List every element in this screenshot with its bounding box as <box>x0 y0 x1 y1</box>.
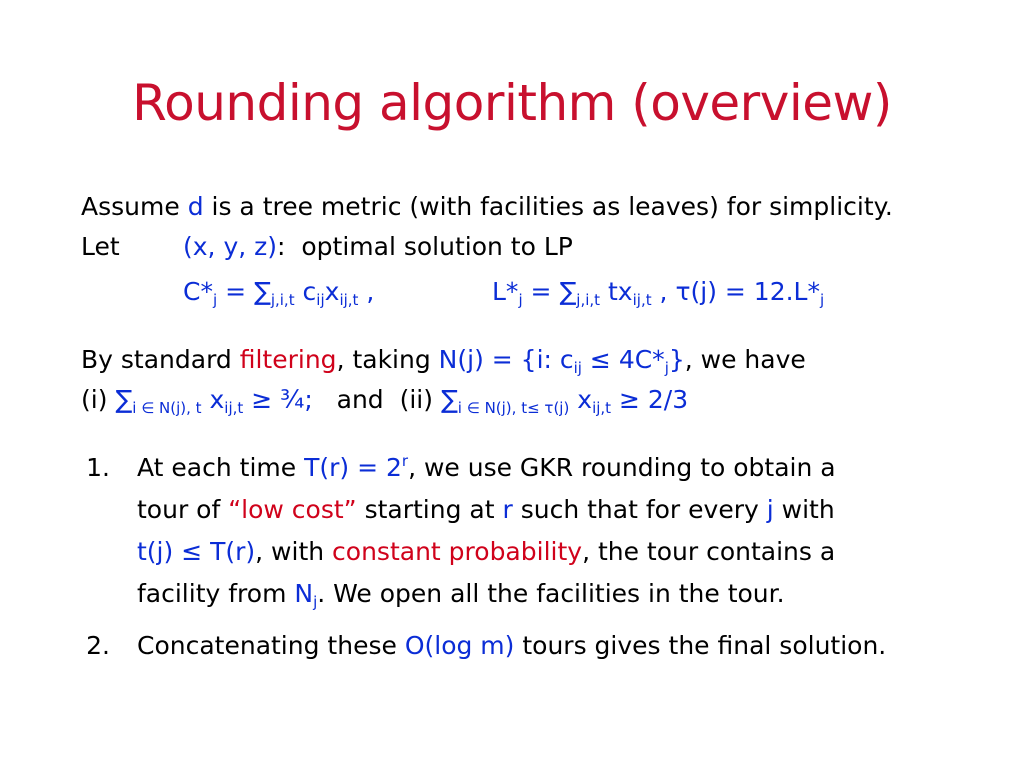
step-1-line-3 <box>137 535 835 569</box>
filtering-intro: By standard <box>81 345 240 374</box>
l-star-subscript: j <box>518 291 523 309</box>
assumption-text: Assume <box>81 192 188 221</box>
l-tx: tx <box>600 277 633 306</box>
l-sum-subscript: j,i,t <box>576 291 601 309</box>
step-1-tour-of: tour of <box>137 495 229 524</box>
step-1-facility-from: facility from <box>137 579 295 608</box>
c-equals-sum: = ∑ <box>217 277 271 306</box>
condition-i-x: x <box>201 385 225 414</box>
step-1-low-cost: “low cost” <box>228 495 357 524</box>
step-1-constant-probability: constant probability <box>332 537 583 566</box>
filtering-keyword: filtering <box>239 345 337 374</box>
c-x: x <box>324 277 340 306</box>
condition-ii-sum: ∑ <box>440 385 458 414</box>
condition-i-sum: ∑ <box>115 385 133 414</box>
l-tx-subscript: ij,t <box>632 291 652 309</box>
c-star-definition <box>183 275 374 309</box>
condition-ii-sum-subscript: i ∈ N(j), t≤ τ(j) <box>457 399 570 417</box>
step-2-text-a: Concatenating these <box>137 631 405 660</box>
lp-solution-line <box>183 230 573 264</box>
lp-variables: (x, y, z) <box>183 232 278 261</box>
c-trailing-comma: , <box>358 277 375 306</box>
step-1-text-a: At each time <box>137 453 305 482</box>
neighborhood-j-subscript: j <box>664 359 669 377</box>
neighborhood-expr: N(j) = {i: c <box>438 345 574 374</box>
condition-ii-label: (ii) <box>399 385 441 414</box>
step-1-starting-at: starting at <box>356 495 503 524</box>
step-1-client: j <box>766 495 774 524</box>
condition-i-x-subscript: ij,t <box>224 399 244 417</box>
condition-ii <box>440 385 689 417</box>
neighborhood-bound: ≤ 4C* <box>581 345 665 374</box>
tau-definition: τ(j) = 12.L* <box>675 277 820 306</box>
step-1-neighborhood <box>294 579 318 611</box>
neighborhood-close: } <box>668 345 685 374</box>
lp-colon: : <box>277 232 286 261</box>
c-star-subscript: j <box>212 291 218 309</box>
neighborhood-definition <box>438 345 685 377</box>
step-1-tour-contains: , the tour contains a <box>582 537 836 566</box>
lp-description: optimal solution to LP <box>301 232 573 261</box>
step-1-line-4 <box>137 577 785 611</box>
step-2-text-c: tours gives the final solution. <box>514 631 887 660</box>
step-1-with-text: , with <box>255 537 333 566</box>
condition-i-bound: ≥ ¾; <box>243 385 313 414</box>
step-2-number: 2. <box>86 631 110 660</box>
condition-ii-bound: ≥ 2/3 <box>611 385 689 414</box>
step-1-open-facilities: . We open all the facilities in the tour. <box>317 579 785 608</box>
step-1-time-condition: t(j) ≤ T(r) <box>137 537 256 566</box>
l-star-definition <box>492 275 824 309</box>
step-1-number: 1. <box>86 453 110 482</box>
condition-ii-x: x <box>569 385 593 414</box>
step-2-line-1 <box>137 629 886 663</box>
step-1-neighborhood-subscript: j <box>313 593 318 611</box>
step-1-time-superscript: r <box>401 452 409 470</box>
let-word: Let <box>81 232 120 261</box>
c-sum-subscript: j,i,t <box>270 291 295 309</box>
c-star: C* <box>183 277 213 306</box>
condition-i-sum-subscript: i ∈ N(j), t <box>132 399 202 417</box>
filtering-line <box>81 343 806 377</box>
step-2-log-m: O(log m) <box>404 631 515 660</box>
step-1-time: T(r) = 2 <box>304 453 402 482</box>
assumption-text-rest: is a tree metric (with facilities as leaves) for simplicity. <box>203 192 893 221</box>
filtering-taking: , taking <box>336 345 439 374</box>
tau-subscript: j <box>819 291 825 309</box>
step-1-root: r <box>502 495 513 524</box>
condition-i-label: (i) <box>81 385 116 414</box>
condition-i <box>115 385 313 417</box>
condition-ii-x-subscript: ij,t <box>592 399 612 417</box>
assumption-line <box>81 190 893 224</box>
c-x-subscript: ij,t <box>339 291 359 309</box>
step-1-time-expr <box>304 453 408 482</box>
l-equals-sum: = ∑ <box>522 277 577 306</box>
step-1-for-every: such that for every <box>512 495 767 524</box>
c-cost-subscript: ij <box>316 291 325 309</box>
neighborhood-cost-subscript: ij <box>573 359 582 377</box>
l-comma: , <box>651 277 676 306</box>
l-star: L* <box>492 277 519 306</box>
conditions-and: and <box>336 385 384 414</box>
filtering-we-have: , we have <box>684 345 806 374</box>
slide-title: Rounding algorithm (overview) <box>132 74 892 132</box>
step-1-line-2 <box>137 493 835 527</box>
step-1-text-c: , we use GKR rounding to obtain a <box>408 453 836 482</box>
step-1-line-1 <box>137 451 836 485</box>
step-1-neighborhood-n: N <box>294 579 314 608</box>
c-cost: c <box>294 277 317 306</box>
step-1-with: with <box>773 495 835 524</box>
conditions-line <box>81 383 688 417</box>
metric-symbol: d <box>187 192 204 221</box>
